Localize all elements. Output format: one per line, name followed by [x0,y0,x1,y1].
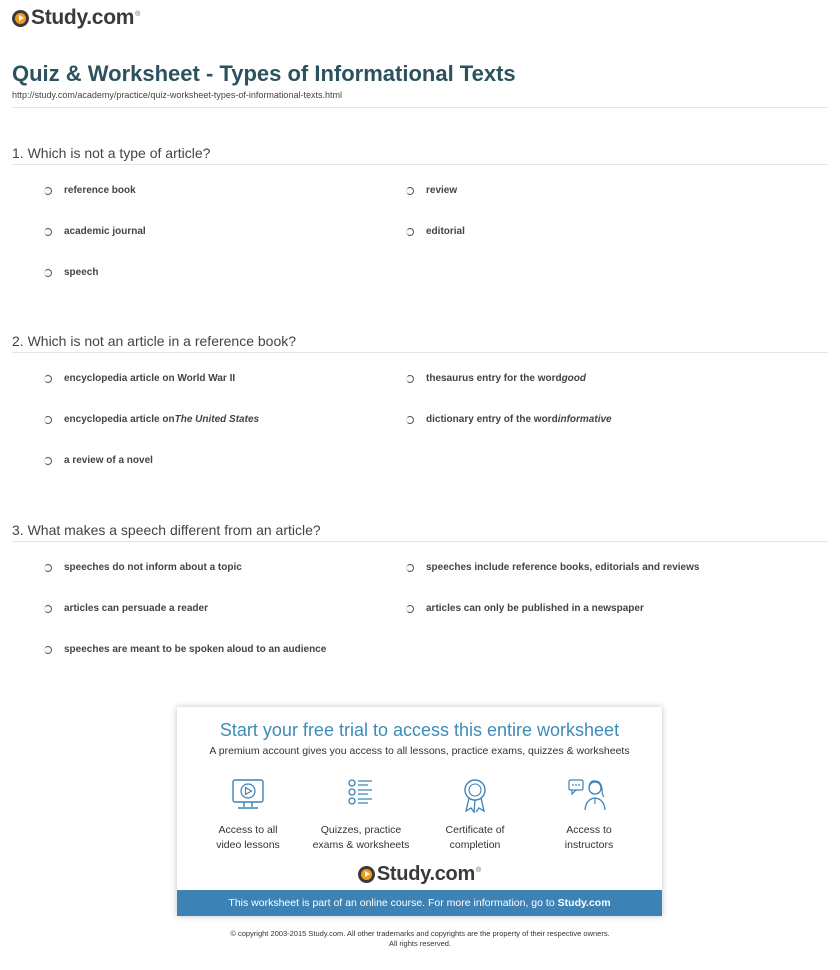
radio-button-icon[interactable] [406,228,414,236]
option-text: speeches are meant to be spoken aloud to an audience [64,644,327,655]
copyright-line: All rights reserved. [388,939,452,948]
logo-text: Study.com [31,6,135,29]
copyright-footer [0,929,840,949]
answer-option[interactable] [406,185,457,196]
option-italic-text: good [561,373,587,384]
instructor-icon [566,777,612,815]
page-url: http://study.com/academy/practice/quiz-worksheet-types-of-informational-texts.html [12,90,342,100]
feature-label: Quizzes, practice exams & worksheets [312,824,410,851]
answer-option[interactable] [406,373,586,384]
radio-button-icon[interactable] [406,416,414,424]
trademark-mark: ® [135,11,141,18]
feature-certificate [425,777,525,853]
trademark-mark: ® [475,867,482,874]
divider [12,107,828,108]
option-text: speech [64,267,99,278]
answer-option[interactable] [44,373,235,384]
answer-option[interactable] [406,603,644,614]
feature-instructors [539,777,639,853]
radio-button-icon[interactable] [406,375,414,383]
option-text: articles can only be published in a newspaper [426,603,644,614]
radio-button-icon[interactable] [44,269,52,277]
option-text: articles can persuade a reader [64,603,208,614]
course-info-link[interactable]: Study.com [557,897,611,909]
promo-headline[interactable]: Start your free trial to access this entire worksheet [219,720,620,740]
radio-button-icon[interactable] [406,564,414,572]
video-lesson-icon [228,777,268,815]
radio-button-icon[interactable] [406,605,414,613]
option-text: speeches do not inform about a topic [64,562,242,573]
promo-subline: A premium account gives you access to all lessons, practice exams, quizzes & worksheets [209,745,630,757]
radio-button-icon[interactable] [44,187,52,195]
question-1: 1. Which is not a type of article? [12,145,211,161]
radio-button-icon[interactable] [406,187,414,195]
promo-study-logo[interactable] [177,863,662,886]
answer-option[interactable] [44,644,326,655]
question-3: 3. What makes a speech different from an article? [12,522,321,538]
copyright-line: © copyright 2003-2015 Study.com. All other trademarks and copyrights are the property of their respective owners. [230,929,610,938]
option-text: encyclopedia article on World War II [64,373,236,384]
course-info-text: This worksheet is part of an online course. For more information, go to [228,897,555,909]
logo-text: Study.com [376,863,475,885]
certificate-icon [455,777,495,815]
option-text: reference book [64,185,136,196]
feature-label: Access to instructors [564,824,614,851]
answer-option[interactable] [44,414,259,425]
answer-option[interactable] [44,603,208,614]
option-italic-text: The United States [174,414,260,425]
play-logo-icon [12,10,29,27]
option-text: review [426,185,458,196]
radio-button-icon[interactable] [44,457,52,465]
feature-label: Access to all video lessons [216,824,280,851]
answer-option[interactable] [406,414,612,425]
option-text: editorial [426,226,465,237]
feature-video-lessons [198,777,298,853]
free-trial-promo [177,707,662,916]
divider [12,352,828,353]
radio-button-icon[interactable] [44,605,52,613]
page-title: Quiz & Worksheet - Types of Informational Texts [12,61,516,86]
radio-button-icon[interactable] [44,228,52,236]
play-logo-icon [358,866,375,883]
divider [12,541,828,542]
study-logo[interactable] [12,7,140,29]
radio-button-icon[interactable] [44,564,52,572]
feature-label: Certificate of completion [445,824,505,851]
answer-option[interactable] [44,226,146,237]
option-text: encyclopedia article on [64,414,175,425]
answer-option[interactable] [406,562,699,573]
option-italic-text: informative [557,414,612,425]
radio-button-icon[interactable] [44,416,52,424]
divider [12,164,828,165]
answer-option[interactable] [44,185,136,196]
course-info-bar [177,890,662,916]
option-text: a review of a novel [64,455,153,466]
option-text: academic journal [64,226,146,237]
option-text: speeches include reference books, editorials and reviews [426,562,700,573]
radio-button-icon[interactable] [44,375,52,383]
answer-option[interactable] [44,562,242,573]
question-2: 2. Which is not an article in a reference book? [12,333,297,349]
answer-option[interactable] [44,455,153,466]
feature-quizzes [311,777,411,853]
option-text: dictionary entry of the word [426,414,558,425]
answer-option[interactable] [406,226,465,237]
quiz-list-icon [341,777,381,815]
answer-option[interactable] [44,267,98,278]
option-text: thesaurus entry for the word [426,373,562,384]
radio-button-icon[interactable] [44,646,52,654]
